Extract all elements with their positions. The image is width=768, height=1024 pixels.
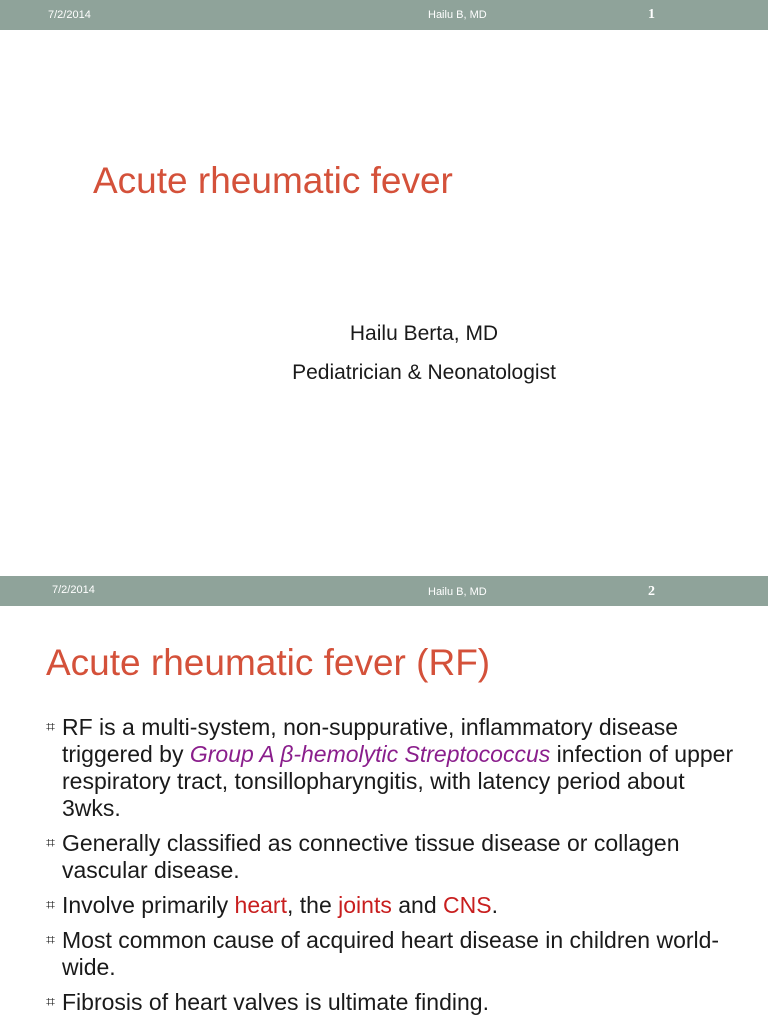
bullet-list <box>46 714 746 1024</box>
list-item: ⌗ RF is a multi-system, non-suppurative, inflammatory disease triggered by Group A β-hemolytic Streptococcus infection of upper respiratory tract, tonsillopharyngitis, with latency period about 3wks. <box>46 714 734 821</box>
slide-header-bar <box>0 576 768 606</box>
highlight-heart: heart <box>234 892 287 918</box>
list-item: ⌗ Fibrosis of heart valves is ultimate finding. <box>46 989 489 1015</box>
slide-header-bar <box>0 0 768 30</box>
list-item: ⌗ Most common cause of acquired heart disease in children world-wide. <box>46 927 720 980</box>
list-item: ⌗ Generally classified as connective tissue disease or collagen vascular disease. <box>46 830 680 883</box>
highlight-joints: joints <box>338 892 392 918</box>
bullet-icon: ⌗ <box>46 994 56 1011</box>
presenter-role: Pediatrician & Neonatologist <box>292 361 556 384</box>
highlight-pathogen: Group A β-hemolytic Streptococcus <box>189 741 551 767</box>
slide-date: 7/2/2014 <box>48 9 91 21</box>
slide-2 <box>0 576 768 1024</box>
bullet-icon: ⌗ <box>46 719 56 736</box>
slide-author: Hailu B, MD <box>428 9 487 21</box>
slide-author: Hailu B, MD <box>428 586 487 598</box>
slide-title: Acute rheumatic fever (RF) <box>46 642 491 683</box>
list-item: ⌗ Involve primarily heart, the joints and CNS. <box>46 892 498 918</box>
presenter-name: Hailu Berta, MD <box>349 322 499 345</box>
slide-number: 2 <box>648 584 655 599</box>
bullet-icon: ⌗ <box>46 897 56 914</box>
bullet-icon: ⌗ <box>46 835 56 852</box>
slide-title: Acute rheumatic fever <box>93 160 453 201</box>
bullet-icon: ⌗ <box>46 932 56 949</box>
slide-date: 7/2/2014 <box>52 584 95 596</box>
slide-number: 1 <box>648 7 655 22</box>
highlight-cns: CNS <box>443 892 492 918</box>
